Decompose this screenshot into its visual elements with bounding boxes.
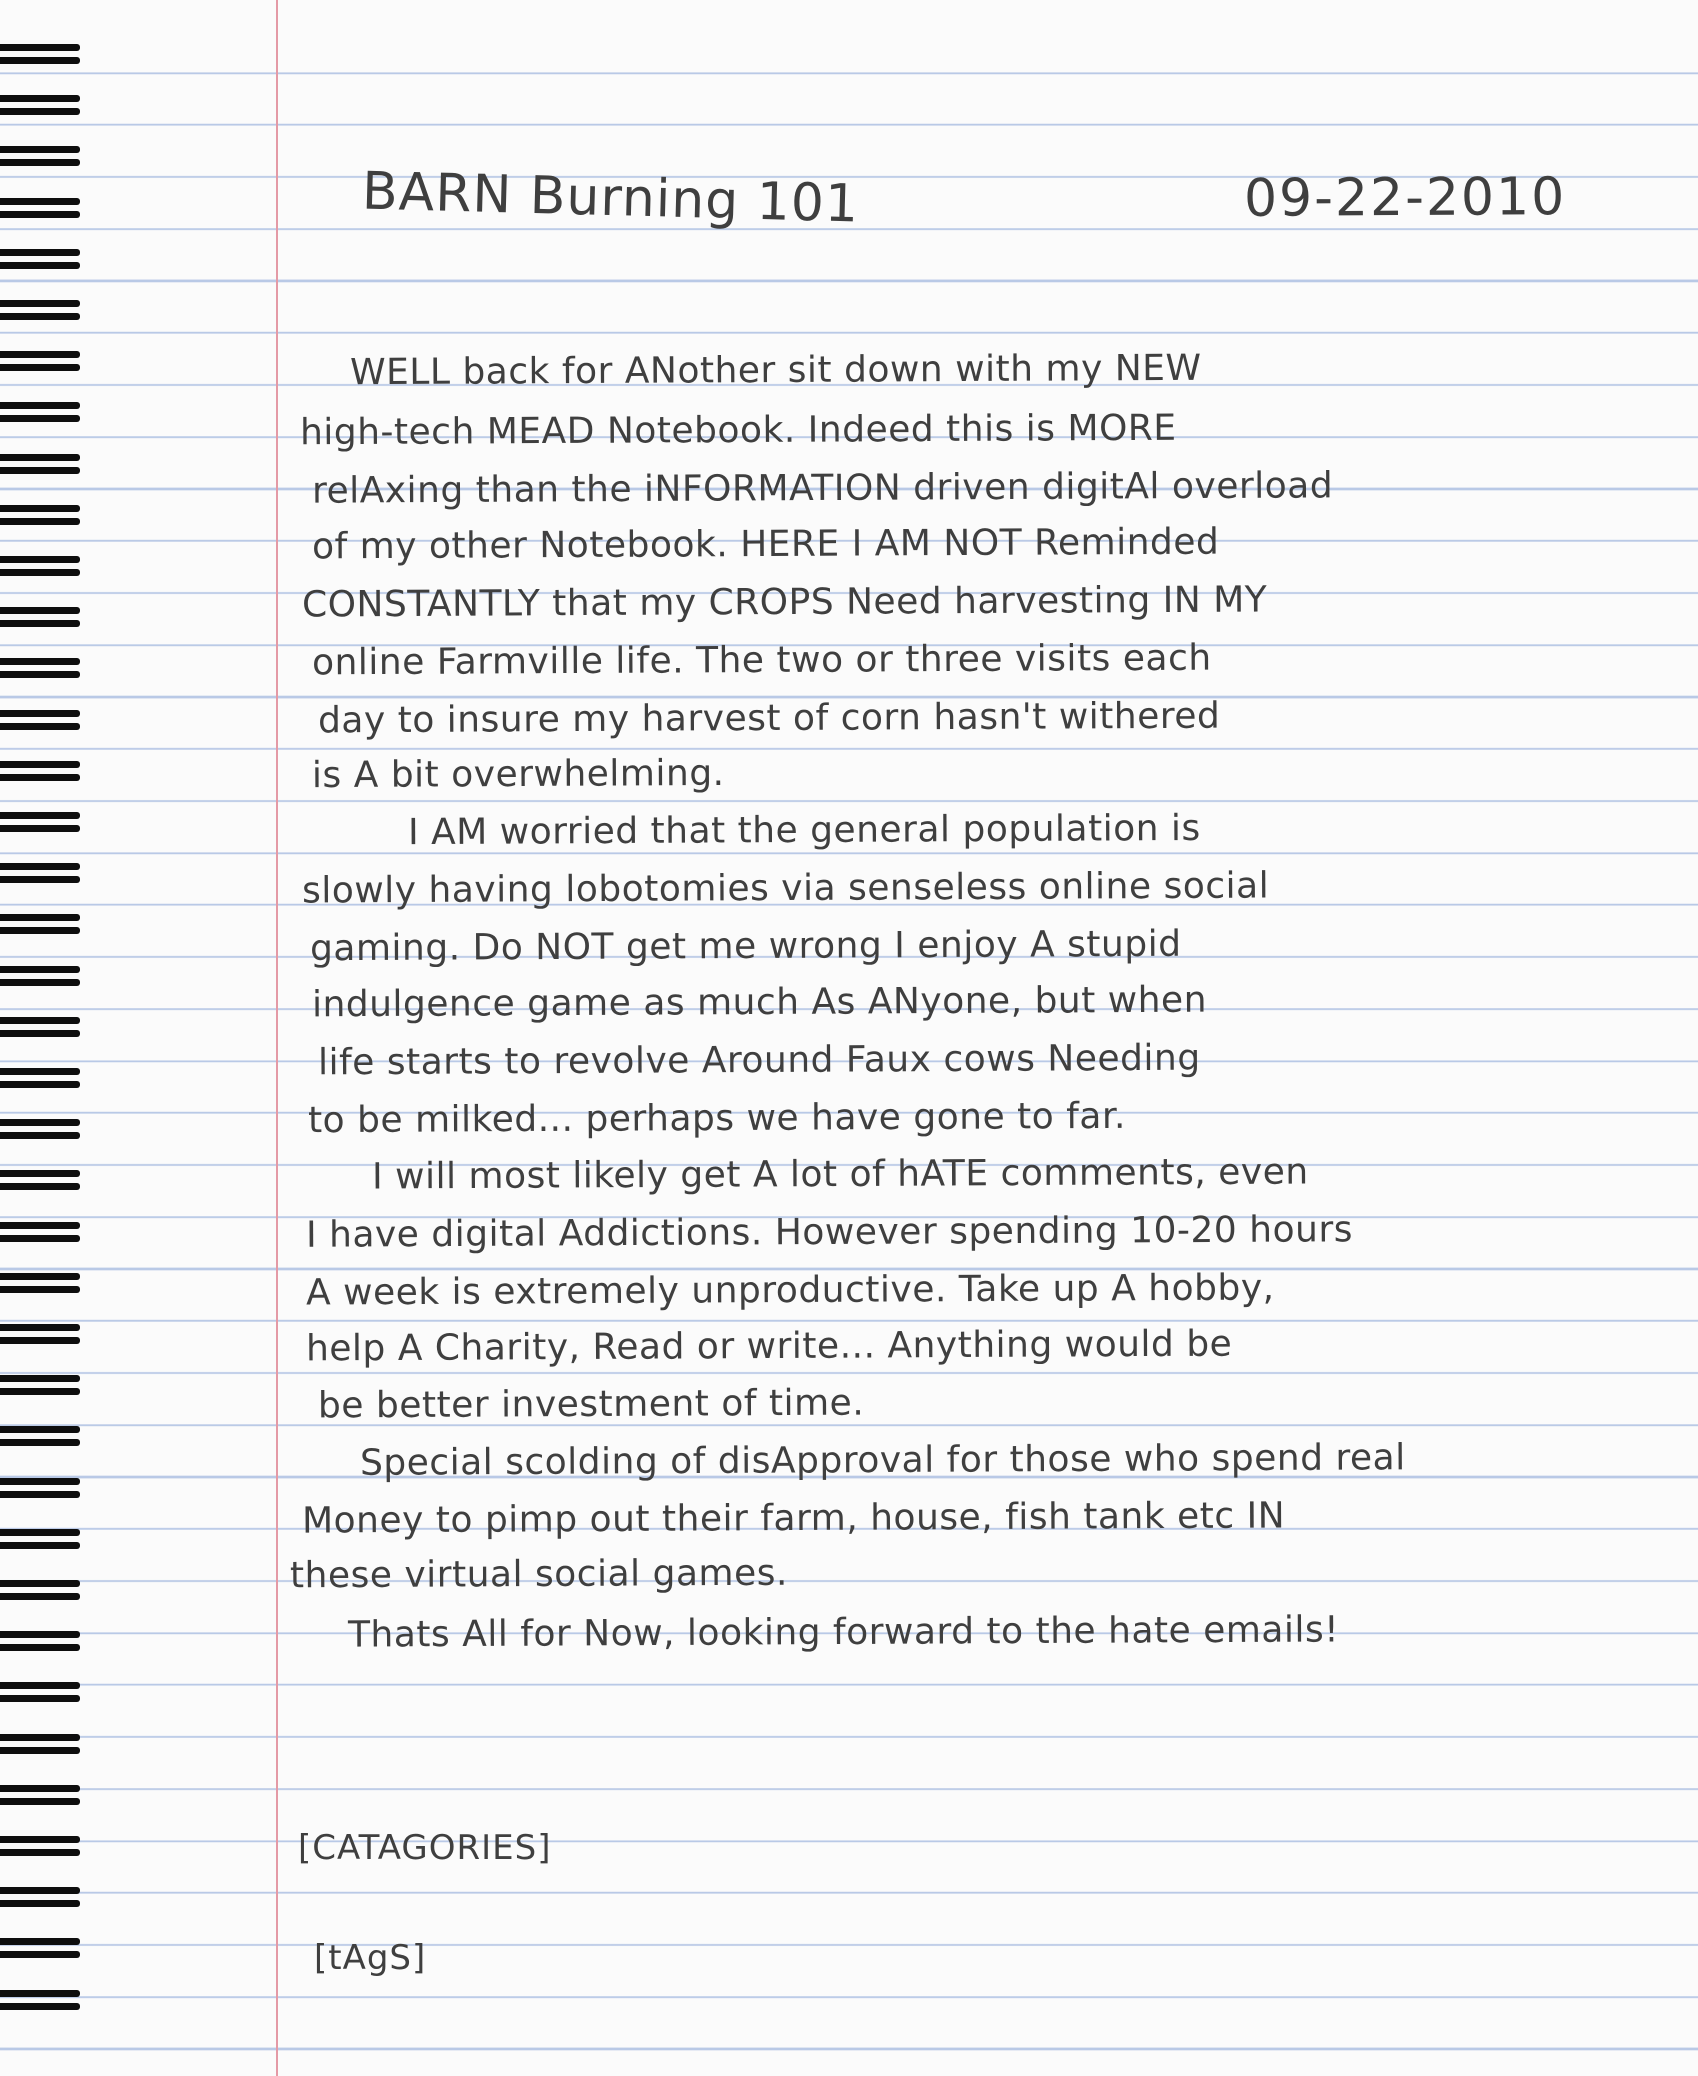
spiral-coil (0, 1013, 84, 1043)
spiral-coil (0, 1934, 84, 1964)
spiral-coil (0, 194, 84, 224)
spiral-coil (0, 1986, 84, 2016)
body-line: I will most likely get A lot of hATE comments, even (371, 1151, 1309, 1198)
entry-date: 09-22-2010 (1243, 167, 1567, 229)
body-line: WELL back for ANother sit down with my NEW (349, 347, 1202, 394)
body-line: gaming. Do NOT get me wrong I enjoy A stupid (309, 923, 1182, 970)
body-line: online Farmville life. The two or three visits each (311, 637, 1212, 684)
body-line: to be milked... perhaps we have gone to far. (307, 1095, 1126, 1142)
spiral-coil (0, 1627, 84, 1657)
tags-label: [tAgS] (314, 1938, 427, 1978)
spiral-coil (0, 347, 84, 377)
margin-line (276, 0, 278, 2076)
entry-title: BARN Burning 101 (361, 161, 860, 235)
spiral-coil (0, 501, 84, 531)
spiral-coil (0, 1883, 84, 1913)
body-line: A week is extremely unproductive. Take up A hobby, (305, 1267, 1275, 1314)
spiral-coil (0, 757, 84, 787)
body-line: relAxing than the iNFORMATION driven digitAl overload (311, 465, 1334, 512)
spiral-coil (0, 1781, 84, 1811)
spiral-coil (0, 245, 84, 275)
spiral-coil (0, 1115, 84, 1145)
spiral-coil (0, 910, 84, 940)
spiral-coil (0, 1371, 84, 1401)
spiral-coil (0, 1218, 84, 1248)
spiral-coil (0, 1678, 84, 1708)
spiral-coil (0, 706, 84, 736)
body-line: of my other Notebook. HERE I AM NOT Reminded (311, 521, 1220, 568)
categories-label: [CATAGORIES] (298, 1828, 552, 1868)
spiral-coil (0, 962, 84, 992)
spiral-coil (0, 91, 84, 121)
spiral-coil (0, 808, 84, 838)
body-line: is A bit overwhelming. (311, 752, 725, 797)
spiral-coil (0, 450, 84, 480)
body-line: help A Charity, Read or write... Anything would be (305, 1323, 1233, 1370)
spiral-coil (0, 603, 84, 633)
body-line: Special scolding of disApproval for those who spend real (359, 1437, 1406, 1484)
spiral-binding (0, 40, 84, 2040)
body-line: I AM worried that the general population is (407, 807, 1201, 854)
spiral-coil (0, 1525, 84, 1555)
spiral-coil (0, 1166, 84, 1196)
spiral-coil (0, 1832, 84, 1862)
body-line: Thats All for Now, looking forward to the hate emails! (347, 1609, 1340, 1656)
body-line: day to insure my harvest of corn hasn't withered (317, 695, 1221, 742)
spiral-coil (0, 1269, 84, 1299)
body-line: slowly having lobotomies via senseless online social (301, 865, 1270, 912)
body-line: I have digital Addictions. However spending 10-20 hours (305, 1209, 1354, 1256)
spiral-coil (0, 1320, 84, 1350)
spiral-coil (0, 552, 84, 582)
spiral-coil (0, 142, 84, 172)
spiral-coil (0, 40, 84, 70)
spiral-coil (0, 1730, 84, 1760)
body-line: these virtual social games. (289, 1552, 788, 1597)
spiral-coil (0, 1064, 84, 1094)
spiral-coil (0, 1422, 84, 1452)
body-line: CONSTANTLY that my CROPS Need harvesting IN MY (301, 579, 1268, 626)
spiral-coil (0, 859, 84, 889)
spiral-coil (0, 654, 84, 684)
body-line: indulgence game as much As ANyone, but when (311, 979, 1208, 1026)
spiral-coil (0, 1576, 84, 1606)
spiral-coil (0, 398, 84, 428)
body-line: Money to pimp out their farm, house, fish tank etc IN (301, 1495, 1286, 1542)
spiral-coil (0, 296, 84, 326)
body-line: high-tech MEAD Notebook. Indeed this is MORE (299, 407, 1177, 454)
body-line: life starts to revolve Around Faux cows Needing (317, 1037, 1201, 1084)
body-line: be better investment of time. (317, 1382, 865, 1427)
spiral-coil (0, 1474, 84, 1504)
